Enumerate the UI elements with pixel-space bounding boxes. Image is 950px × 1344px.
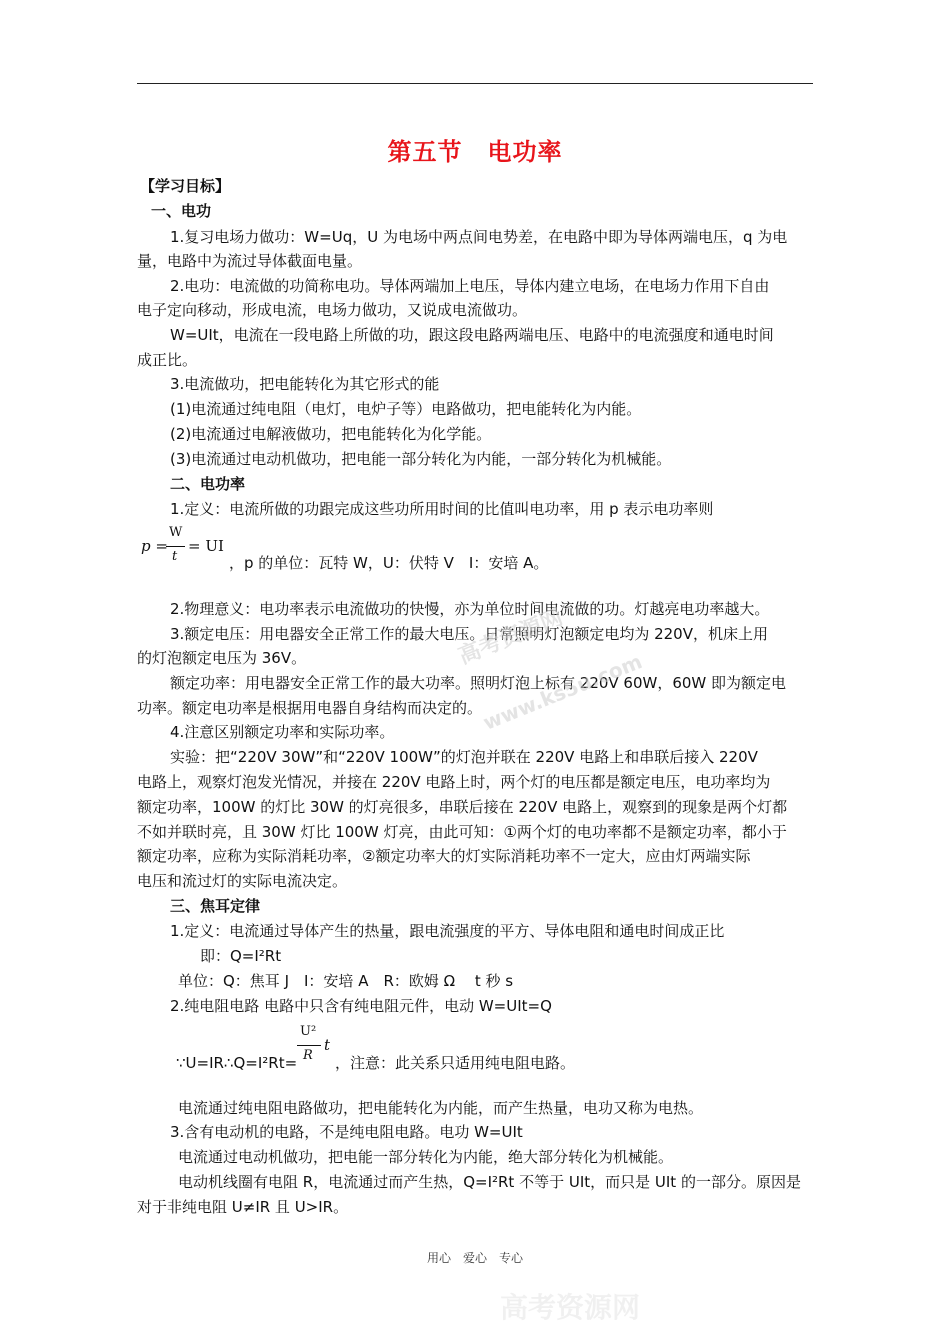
paragraph-line: (1)电流通过纯电阻（电灯，电炉子等）电路做功，把电能转化为内能。 [170,400,642,418]
formula-numerator: W [169,525,183,540]
fraction-bar [166,546,185,547]
paragraph-line: 量，电路中为流过导体截面电量。 [137,252,363,270]
section-heading-1: 一、电功 [151,202,212,220]
watermark-url: www.ks5u.com [479,649,646,735]
paragraph-line: 4.注意区别额定功率和实际功率。 [170,723,395,741]
paragraph-line: 即：Q=I²Rt [200,947,282,965]
paragraph-line: 单位：Q：焦耳 J I：安培 A R：欧姆 Ω t 秒 s [178,972,514,990]
paragraph-line: (3)电流通过电动机做功，把电能一部分转化为内能，一部分转化为机械能。 [170,450,672,468]
header-rule [137,83,813,84]
paragraph-line: 电流通过电动机做功，把电能一部分转化为内能，绝大部分转化为机械能。 [178,1148,674,1166]
formula-denominator: R [303,1048,313,1063]
paragraph-line: 电子定向移动，形成电流，电场力做功，又说成电流做功。 [137,301,528,319]
paragraph-line: ∵U=IR∴Q=I²Rt= [176,1054,298,1072]
paragraph-line: 电流通过纯电阻电路做功，把电能转化为内能，而产生热量，电功又称为电热。 [178,1099,704,1117]
paragraph-line: 额定功率，应称为实际消耗功率，②额定功率大的灯实际消耗功率不一定大，应由灯两端实际 [137,847,751,865]
paragraph-line: 对于非纯电阻 U≠IR 且 U>IR。 [137,1198,349,1216]
paragraph-line: 2.电功：电流做的功简称电功。导体两端加上电压，导体内建立电场，在电场力作用下自由 [170,277,770,295]
watermark-text: 高考资源网 [500,1291,641,1324]
paragraph-line: 功率。额定电功率是根据用电器自身结构而决定的。 [137,699,483,717]
formula-lhs: p = [141,537,168,555]
paragraph-line: 电路上，观察灯泡发光情况，并接在 220V 电路上时，两个灯的电压都是额定电压，电功率均为 [137,773,771,791]
section-heading-2: 二、电功率 [170,475,246,493]
page-title: 第五节 电功率 [387,138,563,166]
paragraph-line: 1.定义：电流通过导体产生的热量，跟电流强度的平方、导体电阻和通电时间成正比 [170,922,725,940]
paragraph-line: ，注意：此关系只适用纯电阻电路。 [335,1054,576,1072]
formula-rhs: = UI [188,537,224,555]
objectives-heading: 【学习目标】 [140,177,231,195]
paragraph-line: 3.电流做功，把电能转化为其它形式的能 [170,375,440,393]
paragraph-line: 不如并联时亮，且 30W 灯比 100W 灯亮，由此可知：①两个灯的电功率都不是额定功率，都小于 [137,823,787,841]
paragraph-line: 的灯泡额定电压为 36V。 [137,649,307,667]
formula-tail: t [324,1036,331,1054]
paragraph-line: 1.定义：电流所做的功跟完成这些功所用时间的比值叫电功率，用 p 表示电功率则 [170,500,714,518]
section-heading-3: 三、焦耳定律 [170,897,261,915]
formula-numerator: U² [300,1024,317,1039]
paragraph-line: 额定功率，100W 的灯比 30W 的灯亮很多，串联后接在 220V 电路上，观察到的现象是两个灯都 [137,798,788,816]
paragraph-line: 电压和流过灯的实际电流决定。 [137,872,348,890]
watermark-text: 高考资源网 [455,605,567,670]
paragraph-line: 3.含有电动机的电路，不是纯电阻电路。电功 W=UIt [170,1123,523,1141]
formula-denominator: t [172,549,178,564]
paragraph-line: 成正比。 [137,351,198,369]
paragraph-line: 2.纯电阻电路 电路中只含有纯电阻元件，电动 W=UIt=Q [170,997,552,1015]
paragraph-line: ，p 的单位：瓦特 W，U：伏特 V I：安培 A。 [229,554,549,572]
paragraph-line: 额定功率：用电器安全正常工作的最大功率。照明灯泡上标有 220V 60W，60W 即为额定电 [170,674,787,692]
paragraph-line: W=UIt，电流在一段电路上所做的功，跟这段电路两端电压、电路中的电流强度和通电时间 [170,326,774,344]
paragraph-line: 实验：把“220V 30W”和“220V 100W”的灯泡并联在 220V 电路上和串联后接入 220V [170,748,758,766]
page-footer: 用心 爱心 专心 [426,1251,523,1265]
paragraph-line: (2)电流通过电解液做功，把电能转化为化学能。 [170,425,492,443]
paragraph-line: 3.额定电压：用电器安全正常工作的最大电压。日常照明灯泡额定电均为 220V，机床上用 [170,625,768,643]
paragraph-line: 1.复习电场力做功：W=Uq，U 为电场中两点间电势差，在电路中即为导体两端电压，q 为电 [170,228,788,246]
paragraph-line: 电动机线圈有电阻 R，电流通过而产生热，Q=I²Rt 不等于 UIt，而只是 UIt 的一部分。原因是 [178,1173,801,1191]
fraction-bar [297,1045,321,1046]
paragraph-line: 2.物理意义：电功率表示电流做功的快慢，亦为单位时间电流做的功。灯越亮电功率越大。 [170,600,770,618]
